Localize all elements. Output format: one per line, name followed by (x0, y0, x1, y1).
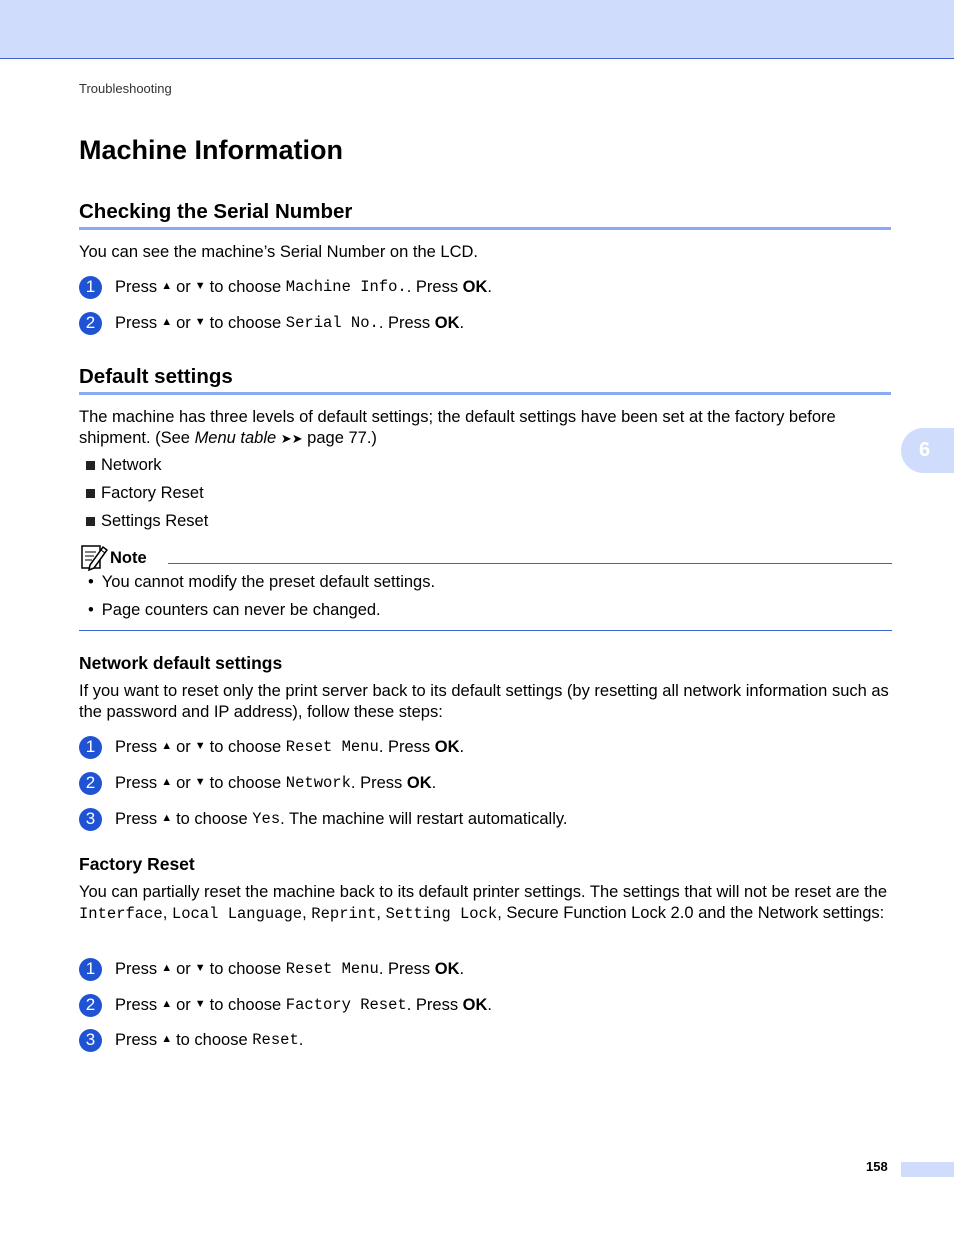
down-arrow-icon: ▼ (194, 316, 206, 328)
intro-text: You can partially reset the machine back to its default printer settings. The settings that will not be reset are the (79, 883, 888, 901)
step-text: to choose (209, 959, 282, 978)
header-band (0, 0, 954, 59)
menu-code: Machine Info. (285, 278, 407, 296)
page-number: 158 (866, 1159, 888, 1174)
menu-code: Reset (252, 1031, 299, 1049)
step-text: . Press (378, 959, 431, 978)
network-step-1 (79, 734, 464, 760)
bullet-text: Factory Reset (101, 484, 204, 502)
step-text: Press (115, 737, 158, 756)
step-text: . Press (406, 995, 459, 1014)
ok-key: OK (434, 959, 460, 978)
serial-step-1 (79, 274, 492, 300)
note-text: You cannot modify the preset default settings. (101, 573, 436, 591)
down-arrow-icon: ▼ (194, 280, 206, 292)
step-text: to choose (209, 277, 282, 296)
double-arrow-icon: ➤➤ (280, 431, 303, 446)
step-number-badge: 2 (79, 994, 102, 1017)
up-arrow-icon: ▲ (161, 812, 173, 824)
step-text: . (298, 1030, 304, 1049)
network-intro: If you want to reset only the print server back to its default settings (by resetting all network information such as the password and IP address), follow these steps: (79, 682, 889, 721)
menu-code: Serial No. (285, 314, 379, 332)
defaults-intro (79, 407, 894, 449)
intro-text: , Secure Function Lock 2.0 and the Network settings: (497, 904, 885, 922)
step-text: to choose (209, 995, 282, 1014)
step-number-badge: 3 (79, 808, 102, 831)
step-text: . (459, 313, 465, 332)
menu-code: Local Language (171, 905, 303, 923)
serial-step-2 (79, 310, 464, 336)
note-bottom-divider (79, 630, 892, 631)
step-text: Press (115, 959, 158, 978)
step-number-badge: 1 (79, 276, 102, 299)
menu-code: Reset Menu (285, 738, 379, 756)
up-arrow-icon: ▲ (161, 1033, 173, 1045)
intro-text: The machine has three levels of default settings; the default settings have been set at the factory before shipment. (See (79, 408, 836, 447)
note-item: • You cannot modify the preset default settings. (88, 573, 436, 591)
step-text: or (176, 737, 191, 756)
square-bullet-icon (86, 489, 95, 498)
step-text: Press (115, 809, 158, 828)
factory-intro (79, 882, 894, 925)
up-arrow-icon: ▲ (161, 962, 173, 974)
factory-step-1 (79, 956, 464, 982)
step-text: . Press (378, 737, 431, 756)
step-text: to choose (209, 737, 282, 756)
up-arrow-icon: ▲ (161, 280, 173, 292)
running-header: Troubleshooting (79, 81, 172, 96)
step-text: or (176, 313, 191, 332)
step-text: or (176, 959, 191, 978)
network-step-3 (79, 806, 567, 832)
down-arrow-icon: ▼ (194, 962, 206, 974)
step-text: Press (115, 995, 158, 1014)
chapter-tab[interactable]: 6 (901, 428, 954, 473)
note-divider (168, 563, 892, 564)
step-text: . (459, 737, 465, 756)
subheading-factory-reset: Factory Reset (79, 854, 195, 874)
step-number-badge: 1 (79, 958, 102, 981)
network-step-2 (79, 770, 436, 796)
page-title: Machine Information (79, 135, 344, 165)
step-text: . (459, 959, 465, 978)
separator: , (302, 904, 312, 922)
ok-key: OK (434, 313, 460, 332)
note-item: • Page counters can never be changed. (88, 601, 381, 619)
step-text: . Press (378, 313, 431, 332)
down-arrow-icon: ▼ (194, 998, 206, 1010)
bullet-item (86, 511, 208, 532)
ok-key: OK (462, 995, 488, 1014)
up-arrow-icon: ▲ (161, 316, 173, 328)
section-heading-defaults: Default settings (79, 364, 891, 395)
up-arrow-icon: ▲ (161, 776, 173, 788)
step-text: . (487, 277, 493, 296)
section-heading-serial: Checking the Serial Number (79, 199, 891, 230)
menu-code: Yes (252, 810, 281, 828)
ok-key: OK (406, 773, 432, 792)
down-arrow-icon: ▼ (194, 740, 206, 752)
step-text: or (176, 277, 191, 296)
note-text: Page counters can never be changed. (101, 601, 381, 619)
bullet-item (86, 483, 204, 504)
step-text: . (431, 773, 437, 792)
menu-code: Network (285, 774, 351, 792)
step-text: to choose (176, 809, 248, 828)
serial-intro: You can see the machine’s Serial Number on the LCD. (79, 243, 478, 261)
menu-table-link[interactable]: Menu table (194, 429, 277, 447)
step-text: Press (115, 1030, 158, 1049)
down-arrow-icon: ▼ (194, 776, 206, 788)
square-bullet-icon (86, 461, 95, 470)
step-text: Press (115, 277, 158, 296)
menu-code: Reset Menu (285, 960, 379, 978)
separator: , (376, 904, 386, 922)
menu-code: Setting Lock (385, 905, 498, 923)
separator: , (162, 904, 172, 922)
step-number-badge: 2 (79, 772, 102, 795)
note-pencil-icon (80, 543, 108, 571)
up-arrow-icon: ▲ (161, 740, 173, 752)
step-text: or (176, 995, 191, 1014)
step-text: . The machine will restart automatically. (280, 809, 568, 828)
menu-code: Factory Reset (285, 996, 407, 1014)
step-text: . Press (350, 773, 403, 792)
step-number-badge: 1 (79, 736, 102, 759)
bullet-text: Settings Reset (101, 512, 209, 530)
square-bullet-icon (86, 517, 95, 526)
up-arrow-icon: ▲ (161, 998, 173, 1010)
page-number-bar (901, 1162, 954, 1177)
bullet-item (86, 455, 162, 476)
bullet-text: Network (101, 456, 162, 474)
step-text: Press (115, 773, 158, 792)
ok-key: OK (462, 277, 488, 296)
step-text: Press (115, 313, 158, 332)
step-text: or (176, 773, 191, 792)
menu-code: Reprint (311, 905, 377, 923)
step-text: to choose (209, 313, 282, 332)
step-text: to choose (176, 1030, 248, 1049)
step-number-badge: 3 (79, 1029, 102, 1052)
step-text: . Press (406, 277, 459, 296)
menu-code: Interface (79, 905, 163, 923)
factory-step-3 (79, 1027, 303, 1053)
subheading-network: Network default settings (79, 653, 283, 673)
intro-text: page 77.) (302, 429, 377, 447)
ok-key: OK (434, 737, 460, 756)
note-title: Note (110, 549, 147, 567)
step-number-badge: 2 (79, 312, 102, 335)
step-text: . (487, 995, 493, 1014)
factory-step-2 (79, 992, 492, 1018)
step-text: to choose (209, 773, 282, 792)
